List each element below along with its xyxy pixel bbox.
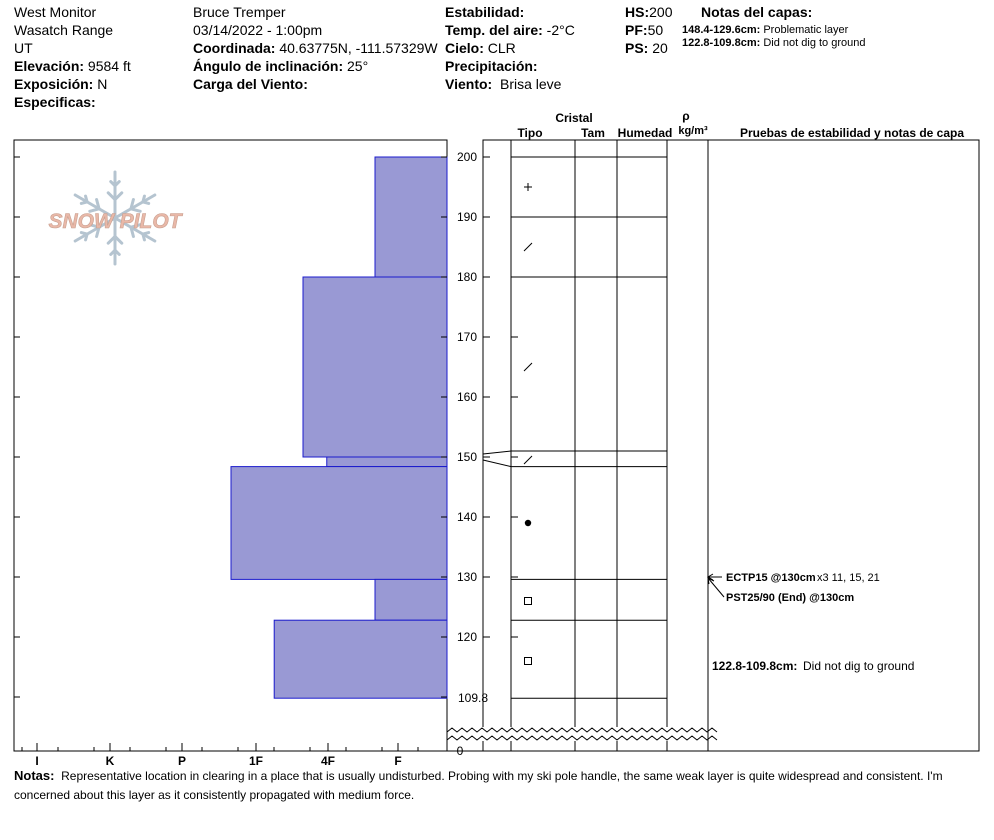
grain-symbols — [524, 183, 532, 665]
layer-annotation-text: Did not dig to ground — [803, 659, 915, 673]
ski-penetration: PS: 20 — [625, 40, 668, 56]
test-ectp-label: ECTP15 @130cm — [726, 572, 816, 584]
hardness-scale — [22, 743, 418, 768]
stability: Estabilidad: — [445, 4, 525, 20]
crystal-grid-frame — [483, 140, 708, 751]
hardness-layer-bar — [303, 277, 447, 457]
hardness-label: F — [394, 754, 402, 768]
grain-decomposing-icon — [524, 456, 532, 464]
specifics: Especificas: — [14, 94, 96, 110]
wind-loading: Carga del Viento: — [193, 76, 308, 92]
stability-tests — [708, 572, 914, 673]
axis-label: 150 — [456, 450, 477, 464]
hardness-label: 4F — [320, 754, 336, 768]
air-temperature: Temp. del aire: -2°C — [445, 22, 575, 38]
pit-depth: PF:50 — [625, 22, 664, 38]
hardness-layer-bar — [274, 620, 447, 698]
axis-label: 170 — [456, 330, 477, 344]
test-ectp-detail: x3 11, 15, 21 — [817, 572, 880, 584]
layer-note-1: 148.4-129.6cm: Problematic layer — [682, 24, 849, 36]
col-tests: Pruebas de estabilidad y notas de capa — [739, 126, 965, 140]
axis-label: 130 — [456, 570, 477, 584]
elevation: Elevación: 9584 ft — [14, 58, 131, 74]
boundary-connector — [483, 460, 511, 467]
grain-faceted-icon — [525, 658, 532, 665]
hardness-layer-bar — [375, 157, 447, 277]
layer-note-2: 122.8-109.8cm: Did not dig to ground — [682, 37, 866, 49]
grain-decomposing-icon — [524, 243, 532, 251]
sky: Cielo: CLR — [445, 40, 516, 56]
grain-new-snow-icon — [524, 183, 532, 191]
total-snow-height: HS:200 — [625, 4, 673, 20]
datetime: 03/14/2022 - 1:00pm — [193, 22, 323, 38]
hardness-label: I — [35, 754, 39, 768]
logo-text: SNOW PILOT — [48, 210, 182, 233]
axis-label: 180 — [456, 270, 477, 284]
col-type: Tipo — [517, 126, 543, 140]
axis-label: 160 — [456, 390, 477, 404]
pit-bottom-break — [447, 727, 717, 741]
axis-label: 190 — [456, 210, 477, 224]
axis-label: 120 — [456, 630, 477, 644]
hardness-label: K — [105, 754, 115, 768]
state: UT — [14, 40, 33, 56]
snowflake-branch — [143, 234, 145, 240]
hardness-layer-bar — [327, 457, 447, 467]
col-moisture: Humedad — [617, 126, 673, 140]
grain-faceted-icon — [525, 598, 532, 605]
axis-label-zero: 0 — [456, 744, 464, 758]
hardness-layer-bar — [375, 579, 447, 620]
col-size: Tam — [581, 126, 605, 140]
grain-rounded-icon — [525, 520, 531, 526]
snowpilot-logo — [49, 172, 184, 264]
snowflake-branch — [86, 196, 88, 202]
mountain-range: Wasatch Range — [14, 22, 114, 38]
boundary-connector — [483, 451, 511, 454]
coordinates: Coordinada: 40.63775N, -111.57329W — [193, 40, 438, 56]
aspect: Exposición: N — [14, 76, 108, 92]
axis-label: 140 — [456, 510, 477, 524]
col-rho: ρ — [682, 109, 690, 123]
notes-text: Representative location in clearing in a place that is usually undisturbed. Probing with my ski pole handle, the same weak layer is quite widespread and consistent. I'm concerned about this layer as it consistently propagated with medium force. — [14, 769, 943, 802]
col-crystal: Cristal — [555, 111, 593, 125]
hardness-layer-bar — [231, 467, 447, 580]
hardness-layers — [231, 157, 447, 698]
slope-angle: Ángulo de inclinación: 25° — [193, 58, 369, 74]
hardness-label: P — [177, 754, 187, 768]
test-pointer — [708, 578, 724, 597]
hardness-label: 1F — [248, 754, 264, 768]
test-pst-label: PST25/90 (End) @130cm — [726, 592, 855, 604]
col-density: kg/m³ — [678, 125, 708, 137]
precipitation: Precipitación: — [445, 58, 538, 74]
crystal-grid-columns — [511, 140, 667, 751]
snowflake-branch — [143, 202, 149, 204]
location-name: West Monitor — [14, 4, 97, 20]
notes: Notas: Representative location in clearing in a place that is usually undisturbed. Probing with my ski pole handle, the same weak layer is quite widespread and consistent. I'm concerned about this layer as it consistently propagated with medium force. — [14, 768, 943, 802]
wind: Viento: Brisa leve — [445, 76, 562, 92]
grain-decomposing-icon — [524, 363, 532, 371]
layer-notes-title: Notas del capas: — [701, 4, 813, 20]
observer: Bruce Tremper — [193, 4, 286, 20]
layer-annotation-range: 122.8-109.8cm: — [712, 659, 798, 673]
axis-label: 200 — [456, 150, 477, 164]
axis-label-bottom: 109.8 — [457, 691, 488, 706]
